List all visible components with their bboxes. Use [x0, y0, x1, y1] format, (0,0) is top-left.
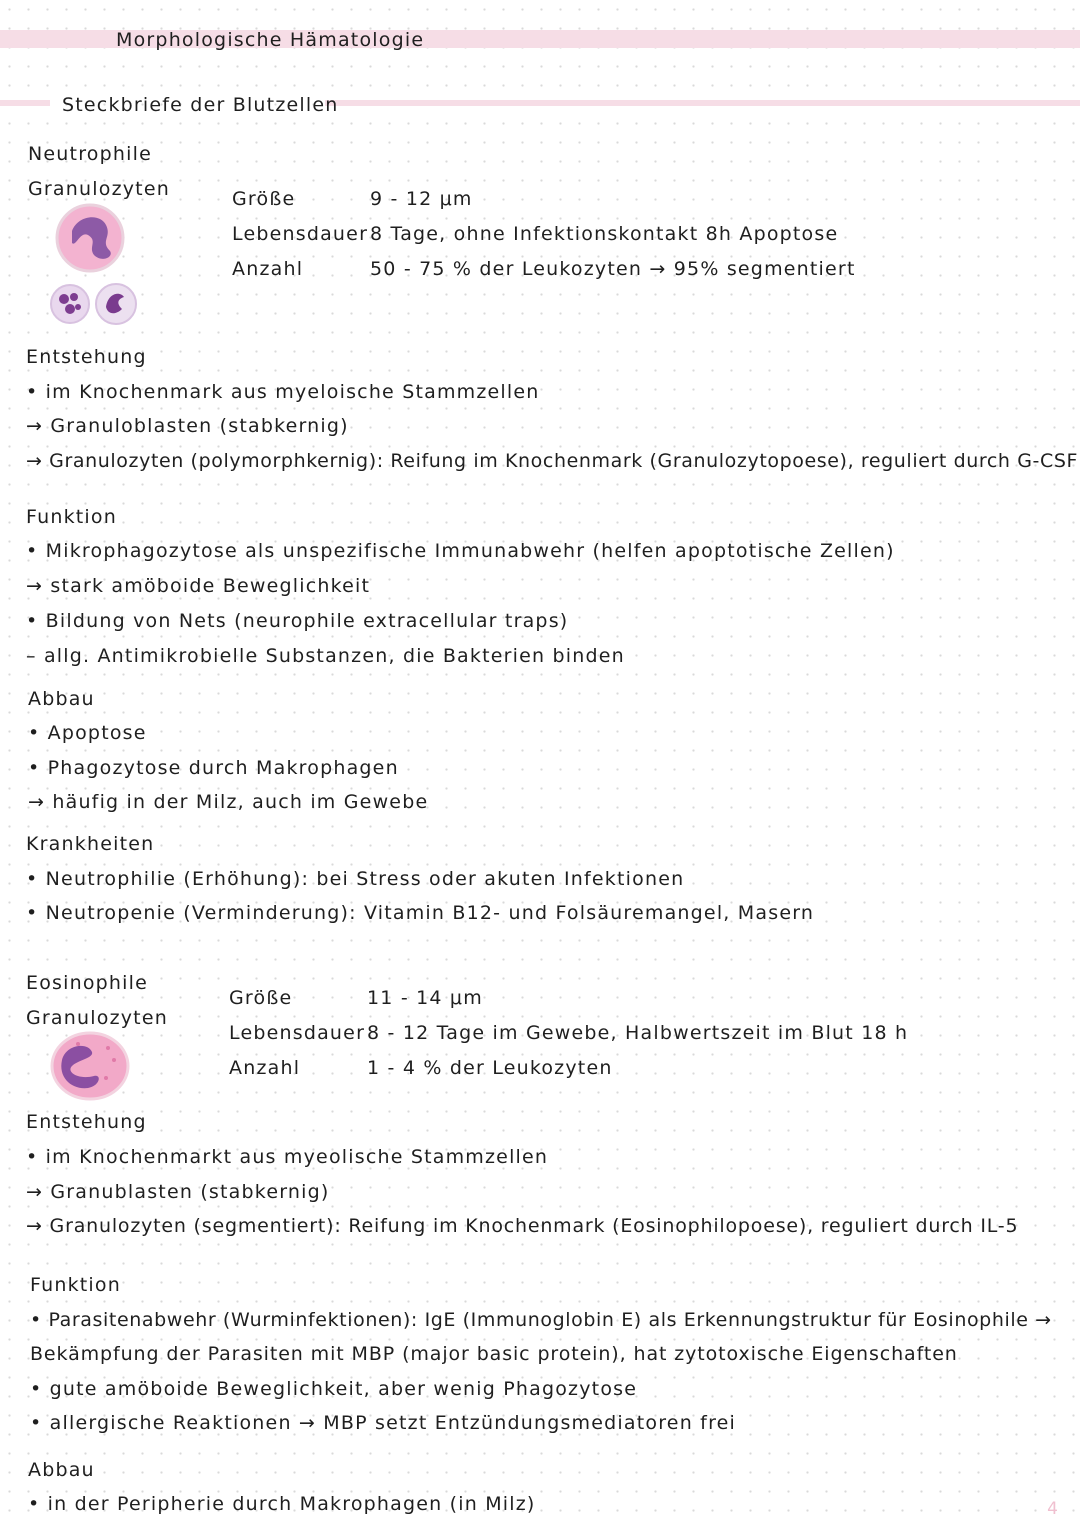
eosinophile-entstehung-heading: Entstehung [26, 1111, 147, 1133]
eosinophile-prop-value-0: 11 - 14 μm [367, 987, 483, 1009]
eosinophile-funktion-line: • Parasitenabwehr (Wurminfektionen): IgE (Immunoglobin E) als Erkennungstruktur für Eosinophile → [30, 1309, 1052, 1331]
eosinophile-prop-value-2: 1 - 4 % der Leukozyten [367, 1057, 613, 1079]
neutrophile-prop-label-2: Anzahl [232, 258, 304, 280]
neutrophile-entstehung-line: → Granuloblasten (stabkernig) [26, 415, 349, 437]
section-title: Steckbriefe der Blutzellen [62, 94, 339, 116]
eosinophile-entstehung-line: → Granulozyten (segmentiert): Reifung im Knochenmark (Eosinophilopoese), reguliert durch IL-5 [26, 1215, 1019, 1237]
neutrophile-entstehung-line: → Granulozyten (polymorphkernig): Reifung im Knochenmark (Granulozytopoese), reguliert durch G-CSF [26, 450, 1079, 472]
neutrophile-funktion-line: • Mikrophagozytose als unspezifische Immunabwehr (helfen apoptotische Zellen) [26, 540, 895, 562]
eosinophile-abbau-line: • in der Peripherie durch Makrophagen (in Milz) [28, 1493, 536, 1515]
eosinophile-name-1: Eosinophile [26, 972, 149, 994]
neutrophile-funktion-line: – allg. Antimikrobielle Substanzen, die Bakterien binden [26, 645, 625, 667]
eosinophile-prop-label-0: Größe [229, 987, 293, 1009]
eosinophile-abbau-heading: Abbau [28, 1459, 95, 1481]
neutrophile-abbau-heading: Abbau [28, 688, 95, 710]
neutrophile-funktion-heading: Funktion [26, 506, 117, 528]
eosinophile-funktion-heading: Funktion [30, 1274, 121, 1296]
eosinophile-entstehung-line: • im Knochenmarkt aus myeolische Stammzellen [26, 1146, 549, 1168]
neutrophile-abbau-line: • Phagozytose durch Makrophagen [28, 757, 399, 779]
neutrophile-entstehung-line: • im Knochenmark aus myeloische Stammzellen [26, 381, 540, 403]
neutrophile-krankheiten-line: • Neutrophilie (Erhöhung): bei Stress oder akuten Infektionen [26, 868, 685, 890]
section-rule-right [325, 100, 1080, 106]
neutrophile-funktion-line: → stark amöboide Beweglichkeit [26, 575, 371, 597]
neutrophile-krankheiten-line: • Neutropenie (Verminderung): Vitamin B12- und Folsäuremangel, Masern [26, 902, 815, 924]
neutrophile-prop-value-0: 9 - 12 μm [370, 188, 473, 210]
neutrophile-name-2: Granulozyten [28, 178, 170, 200]
eosinophile-prop-label-2: Anzahl [229, 1057, 301, 1079]
page-number: 4 [1047, 1499, 1058, 1519]
neutrophile-name-1: Neutrophile [28, 143, 152, 165]
eosinophile-prop-value-1: 8 - 12 Tage im Gewebe, Halbwertszeit im Blut 18 h [367, 1022, 909, 1044]
eosinophile-name-2: Granulozyten [26, 1007, 168, 1029]
eosinophile-funktion-line: Bekämpfung der Parasiten mit MBP (major basic protein), hat zytotoxische Eigenschaften [30, 1343, 958, 1365]
eosinophil-cell-illustration [48, 1030, 134, 1102]
neutrophile-krankheiten-heading: Krankheiten [26, 833, 155, 855]
eosinophile-entstehung-line: → Granublasten (stabkernig) [26, 1181, 330, 1203]
eosinophile-funktion-line: • gute amöboide Beweglichkeit, aber wenig Phagozytose [30, 1378, 638, 1400]
neutrophile-prop-label-0: Größe [232, 188, 296, 210]
eosinophile-funktion-line: • allergische Reaktionen → MBP setzt Entzündungsmediatoren frei [30, 1412, 737, 1434]
eosinophile-prop-label-1: Lebensdauer [229, 1022, 366, 1044]
section-rule-left [0, 100, 50, 106]
neutrophile-entstehung-heading: Entstehung [26, 346, 147, 368]
neutrophile-abbau-line: • Apoptose [28, 722, 147, 744]
neutrophile-abbau-line: → häufig in der Milz, auch im Gewebe [28, 791, 429, 813]
neutrophile-prop-value-1: 8 Tage, ohne Infektionskontakt 8h Apoptose [370, 223, 839, 245]
neutrophile-funktion-line: • Bildung von Nets (neurophile extracellular traps) [26, 610, 569, 632]
neutrophile-prop-label-1: Lebensdauer [232, 223, 369, 245]
page-title: Morphologische Hämatologie [116, 29, 425, 51]
neutrophil-cell-illustration [50, 203, 150, 333]
neutrophile-prop-value-2: 50 - 75 % der Leukozyten → 95% segmentiert [370, 258, 856, 280]
